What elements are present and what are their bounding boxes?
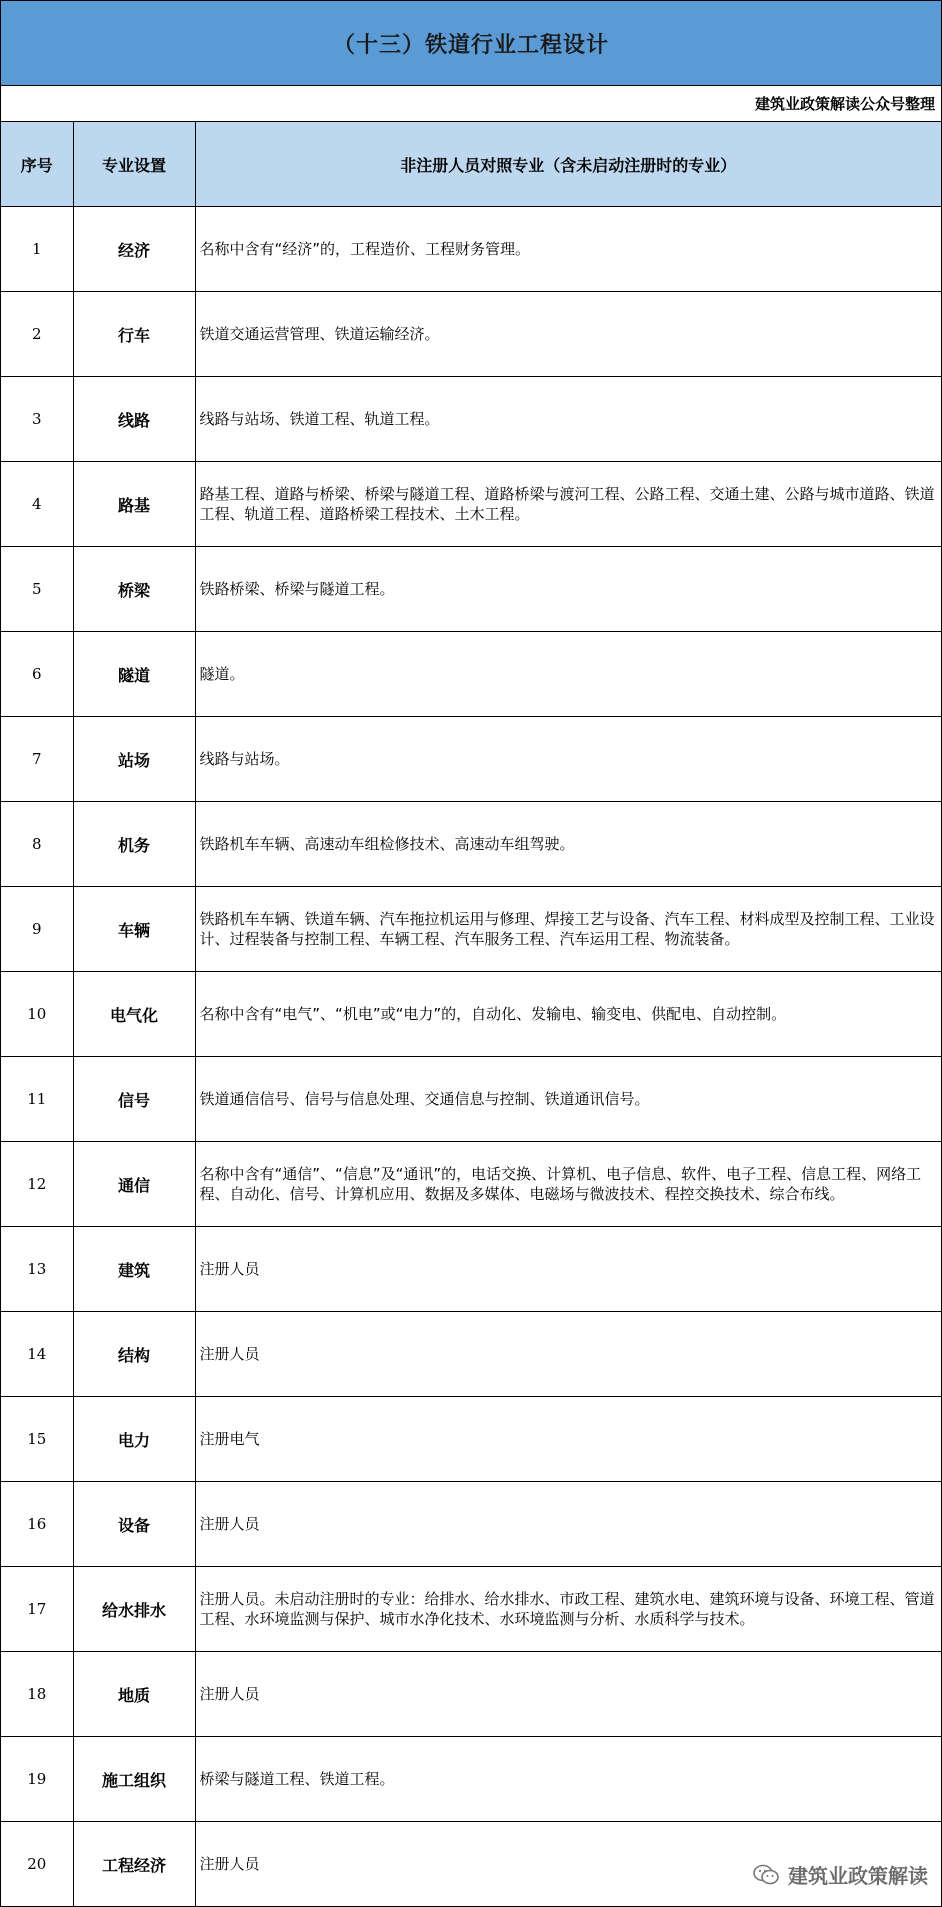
row-number: 8 [1,802,73,887]
watermark [752,1860,928,1889]
table-row [1,802,941,887]
row-description: 路基工程、道路与桥梁、桥梁与隧道工程、道路桥梁与渡河工程、公路工程、交通土建、公路与城市道路、铁道工程、轨道工程、道路桥梁工程技术、土木工程。 [195,462,941,547]
column-header-major: 专业设置 [73,122,195,207]
row-major: 施工组织 [73,1737,195,1822]
row-description: 注册人员 [195,1652,941,1737]
row-major: 电力 [73,1397,195,1482]
specialty-table [1,122,941,1907]
table-row [1,377,941,462]
row-number: 19 [1,1737,73,1822]
row-description: 铁道通信信号、信号与信息处理、交通信息与控制、铁道通讯信号。 [195,1057,941,1142]
row-major: 电气化 [73,972,195,1057]
table-row [1,717,941,802]
row-number: 9 [1,887,73,972]
row-description: 注册人员 [195,1482,941,1567]
row-number: 4 [1,462,73,547]
table-row [1,462,941,547]
table-row [1,632,941,717]
row-major: 地质 [73,1652,195,1737]
row-description: 注册电气 [195,1397,941,1482]
row-number: 10 [1,972,73,1057]
row-description: 铁道交通运营管理、铁道运输经济。 [195,292,941,377]
table-row [1,1397,941,1482]
row-number: 18 [1,1652,73,1737]
table-row [1,1737,941,1822]
table-row [1,207,941,292]
table-row [1,972,941,1057]
table-row [1,1482,941,1567]
row-major: 给水排水 [73,1567,195,1652]
row-description: 注册人员 [195,1227,941,1312]
row-major: 经济 [73,207,195,292]
row-description: 隧道。 [195,632,941,717]
row-major: 建筑 [73,1227,195,1312]
row-major: 路基 [73,462,195,547]
row-major: 行车 [73,292,195,377]
row-number: 11 [1,1057,73,1142]
row-number: 17 [1,1567,73,1652]
table-row [1,1142,941,1227]
table-row [1,1057,941,1142]
row-number: 3 [1,377,73,462]
row-major: 工程经济 [73,1822,195,1907]
row-number: 6 [1,632,73,717]
table-row [1,292,941,377]
row-number: 5 [1,547,73,632]
row-major: 桥梁 [73,547,195,632]
row-description: 桥梁与隧道工程、铁道工程。 [195,1737,941,1822]
table-body [1,207,941,1907]
row-number: 15 [1,1397,73,1482]
table-row [1,887,941,972]
source-note: 建筑业政策解读公众号整理 [1,86,941,122]
row-major: 设备 [73,1482,195,1567]
column-header-no: 序号 [1,122,73,207]
row-description: 线路与站场。 [195,717,941,802]
row-number: 14 [1,1312,73,1397]
row-major: 车辆 [73,887,195,972]
row-major: 通信 [73,1142,195,1227]
row-number: 2 [1,292,73,377]
row-description: 铁路机车车辆、铁道车辆、汽车拖拉机运用与修理、焊接工艺与设备、汽车工程、材料成型及控制工程、工业设计、过程装备与控制工程、车辆工程、汽车服务工程、汽车运用工程、物流装备。 [195,887,941,972]
table-row [1,1567,941,1652]
row-number: 1 [1,207,73,292]
table-row [1,1652,941,1737]
row-major: 机务 [73,802,195,887]
row-description: 注册人员 [195,1312,941,1397]
table-row [1,547,941,632]
row-number: 20 [1,1822,73,1907]
row-description: 注册人员 [195,1822,941,1907]
row-description: 名称中含有“电气”、“机电”或“电力”的，自动化、发输电、输变电、供配电、自动控制。 [195,972,941,1057]
row-description: 名称中含有“经济”的，工程造价、工程财务管理。 [195,207,941,292]
column-header-desc: 非注册人员对照专业（含未启动注册时的专业） [195,122,941,207]
row-major: 结构 [73,1312,195,1397]
row-description: 注册人员。未启动注册时的专业：给排水、给水排水、市政工程、建筑水电、建筑环境与设备、环境工程、管道工程、水环境监测与保护、城市水净化技术、水环境监测与分析、水质科学与技术。 [195,1567,941,1652]
watermark-text: 建筑业政策解读 [788,1864,928,1888]
row-description: 铁路机车车辆、高速动车组检修技术、高速动车组驾驶。 [195,802,941,887]
row-number: 16 [1,1482,73,1567]
table-header-row [1,122,941,207]
row-major: 隧道 [73,632,195,717]
row-major: 站场 [73,717,195,802]
table-row [1,1312,941,1397]
row-major: 信号 [73,1057,195,1142]
row-number: 7 [1,717,73,802]
row-description: 名称中含有“通信”、“信息”及“通讯”的，电话交换、计算机、电子信息、软件、电子工程、信息工程、网络工程、自动化、信号、计算机应用、数据及多媒体、电磁场与微波技术、程控交换技术、综合布线。 [195,1142,941,1227]
row-description: 线路与站场、铁道工程、轨道工程。 [195,377,941,462]
row-description: 铁路桥梁、桥梁与隧道工程。 [195,547,941,632]
table-row [1,1227,941,1312]
page-title: （十三）铁道行业工程设计 [1,0,941,86]
row-number: 12 [1,1142,73,1227]
row-number: 13 [1,1227,73,1312]
wechat-icon [752,1863,780,1887]
row-major: 线路 [73,377,195,462]
